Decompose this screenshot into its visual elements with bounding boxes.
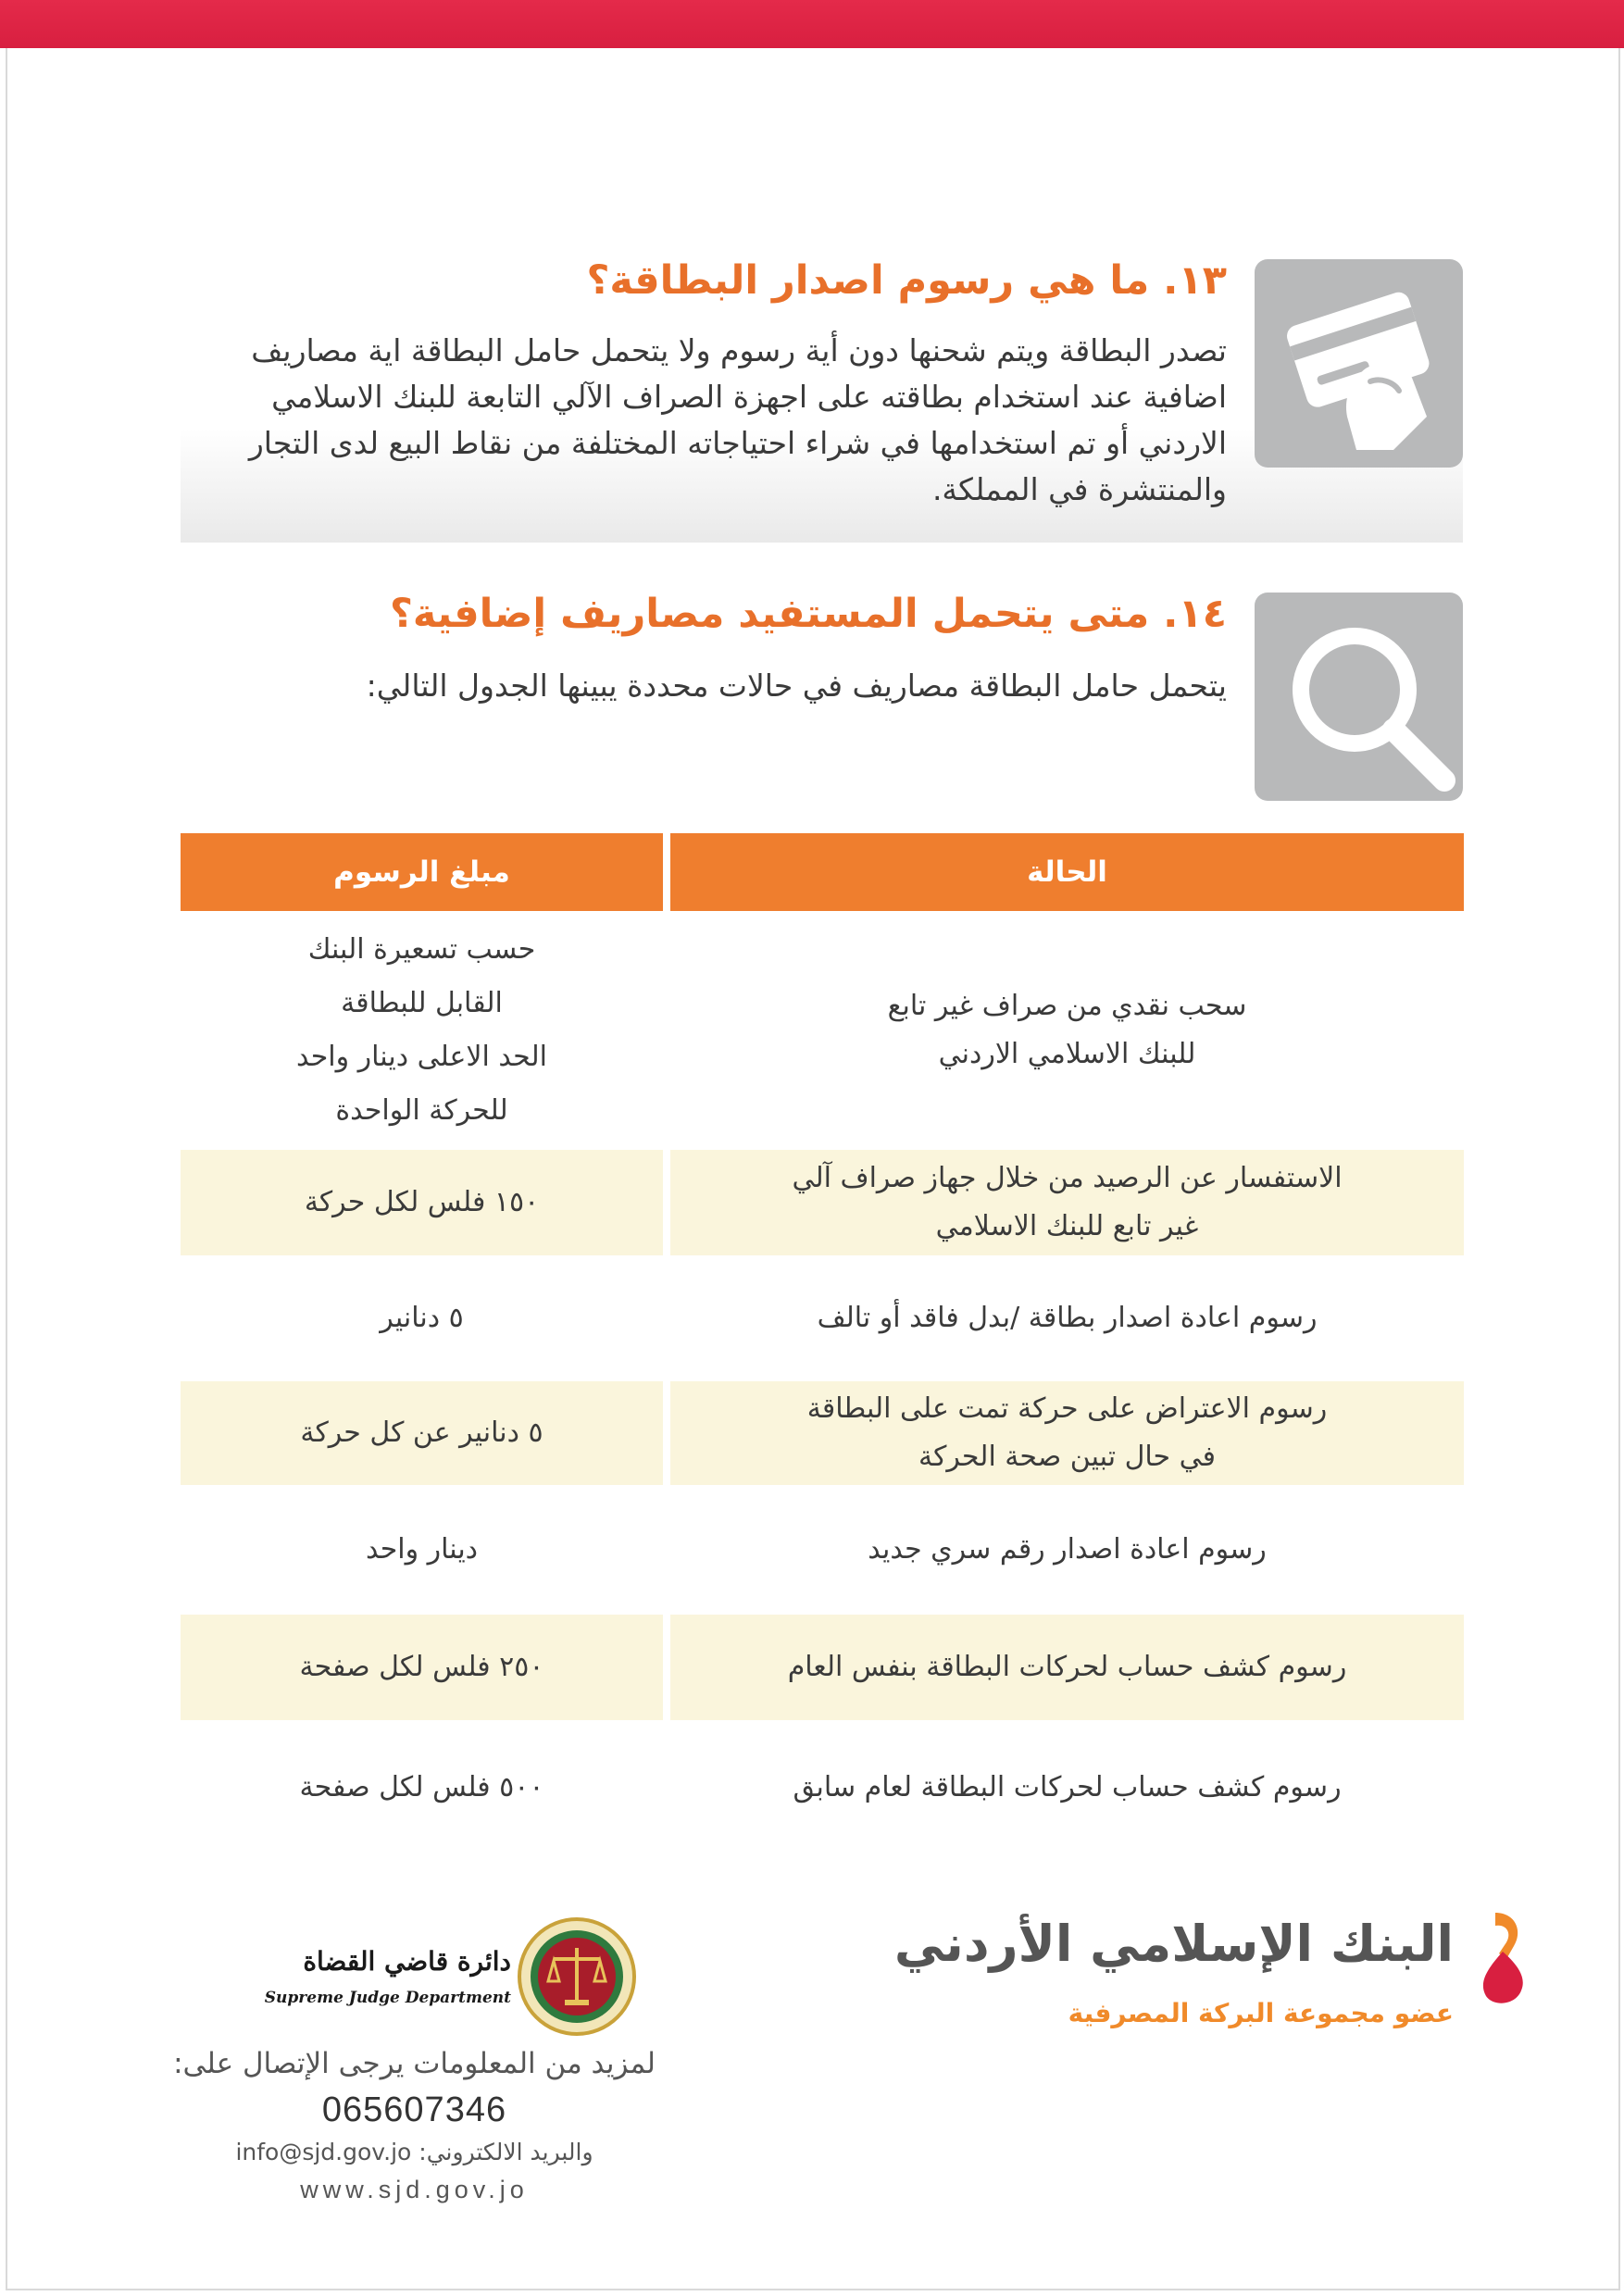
contact-website[interactable]: www.sjd.gov.jo — [300, 2176, 529, 2203]
row-fee: ٥٠٠ فلس لكل صفحة — [299, 1771, 544, 1803]
table-row — [181, 1728, 1464, 1848]
row-case: رسوم كشف حساب لحركات البطاقة بنفس العام — [670, 1615, 1464, 1720]
row-case: رسوم اعادة اصدار رقم سري جديد — [868, 1533, 1267, 1566]
table-row — [181, 1150, 1464, 1255]
row-case: رسوم اعادة اصدار بطاقة /بدل فاقد أو تالف — [817, 1302, 1318, 1334]
row-case: سحب نقدي من صراف غير تابع للبنك الاسلامي الاردني — [887, 990, 1247, 1070]
section-14-body: يتحمل حامل البطاقة مصاريف في حالات محددة يبينها الجدول التالي: — [366, 668, 1227, 704]
section-13-body: تصدر البطاقة ويتم شحنها دون أية رسوم ولا يتحمل حامل البطاقة اية مصاريف اضافية عند استخدام بطاقته على اجهزة الصراف الآلي التابعة للبنك الاسلامي الاردني أو تم استخدامها في شراء احتياجاته المختلفة من نقاط البيع لدى التجار والمنتشرة في المملكة. — [248, 332, 1227, 507]
justice-scales-seal-icon — [517, 1916, 637, 2037]
contact-phone[interactable]: 065607346 — [321, 2090, 507, 2129]
table-row — [181, 1615, 1464, 1720]
table-row — [181, 1381, 1464, 1485]
contact-intro: لمزيد من المعلومات يرجى الإتصال على: — [173, 2047, 656, 2080]
magnifier-icon — [1255, 593, 1463, 801]
top-color-band — [0, 0, 1624, 48]
row-fee: دينار واحد — [365, 1533, 479, 1566]
bank-logo — [893, 1905, 1542, 2044]
section-14-title: ١٤. متى يتحمل المستفيد مصاريف إضافية؟ — [389, 591, 1227, 637]
row-case: الاستفسار عن الرصيد من خلال جهاز صراف آلي غير تابع للبنك الاسلامي — [670, 1150, 1464, 1255]
fees-table — [181, 833, 1464, 1848]
contact-info — [171, 2041, 657, 2208]
row-fee: حسب تسعيرة البنك القابل للبطاقة الحد الاعلى دينار واحد للحركة الواحدة — [296, 933, 547, 1127]
section-extra-fees — [181, 591, 1463, 804]
table-row — [181, 1263, 1464, 1374]
table-row — [181, 1492, 1464, 1607]
sjd-name-arabic: دائرة قاضي القضاة — [303, 1946, 511, 1977]
contact-email-line — [171, 2134, 657, 2171]
sjd-logo — [264, 1916, 639, 2046]
header-case: الحالة — [670, 833, 1464, 911]
bank-name: البنك الإسلامي الأردني — [893, 1915, 1454, 1973]
header-fee: مبلغ الرسوم — [181, 833, 663, 911]
row-case: رسوم كشف حساب لحركات البطاقة لعام سابق — [793, 1771, 1342, 1803]
row-fee: ٥ دنانير عن كل حركة — [181, 1381, 663, 1485]
row-fee: ٢٥٠ فلس لكل صفحة — [181, 1615, 663, 1720]
section-card-issue-fees — [181, 257, 1463, 543]
email-label: والبريد الالكتروني: — [418, 2139, 593, 2165]
row-case: رسوم الاعتراض على حركة تمت على البطاقة في حال تبين صحة الحركة — [670, 1381, 1464, 1485]
row-fee: ٥ دنانير — [380, 1302, 464, 1334]
contact-email[interactable]: info@sjd.gov.jo — [235, 2139, 412, 2165]
table-row — [181, 918, 1464, 1142]
bank-drop-icon — [1458, 1905, 1542, 2007]
table-header-row — [181, 833, 1464, 911]
bank-subtitle: عضو مجموعة البركة المصرفية — [1068, 1998, 1454, 2028]
sjd-name-english: Supreme Judge Department — [264, 1989, 511, 2007]
section-13-title: ١٣. ما هي رسوم اصدار البطاقة؟ — [586, 257, 1227, 304]
row-fee: ١٥٠ فلس لكل حركة — [181, 1150, 663, 1255]
credit-card-in-hand-icon — [1255, 259, 1463, 468]
